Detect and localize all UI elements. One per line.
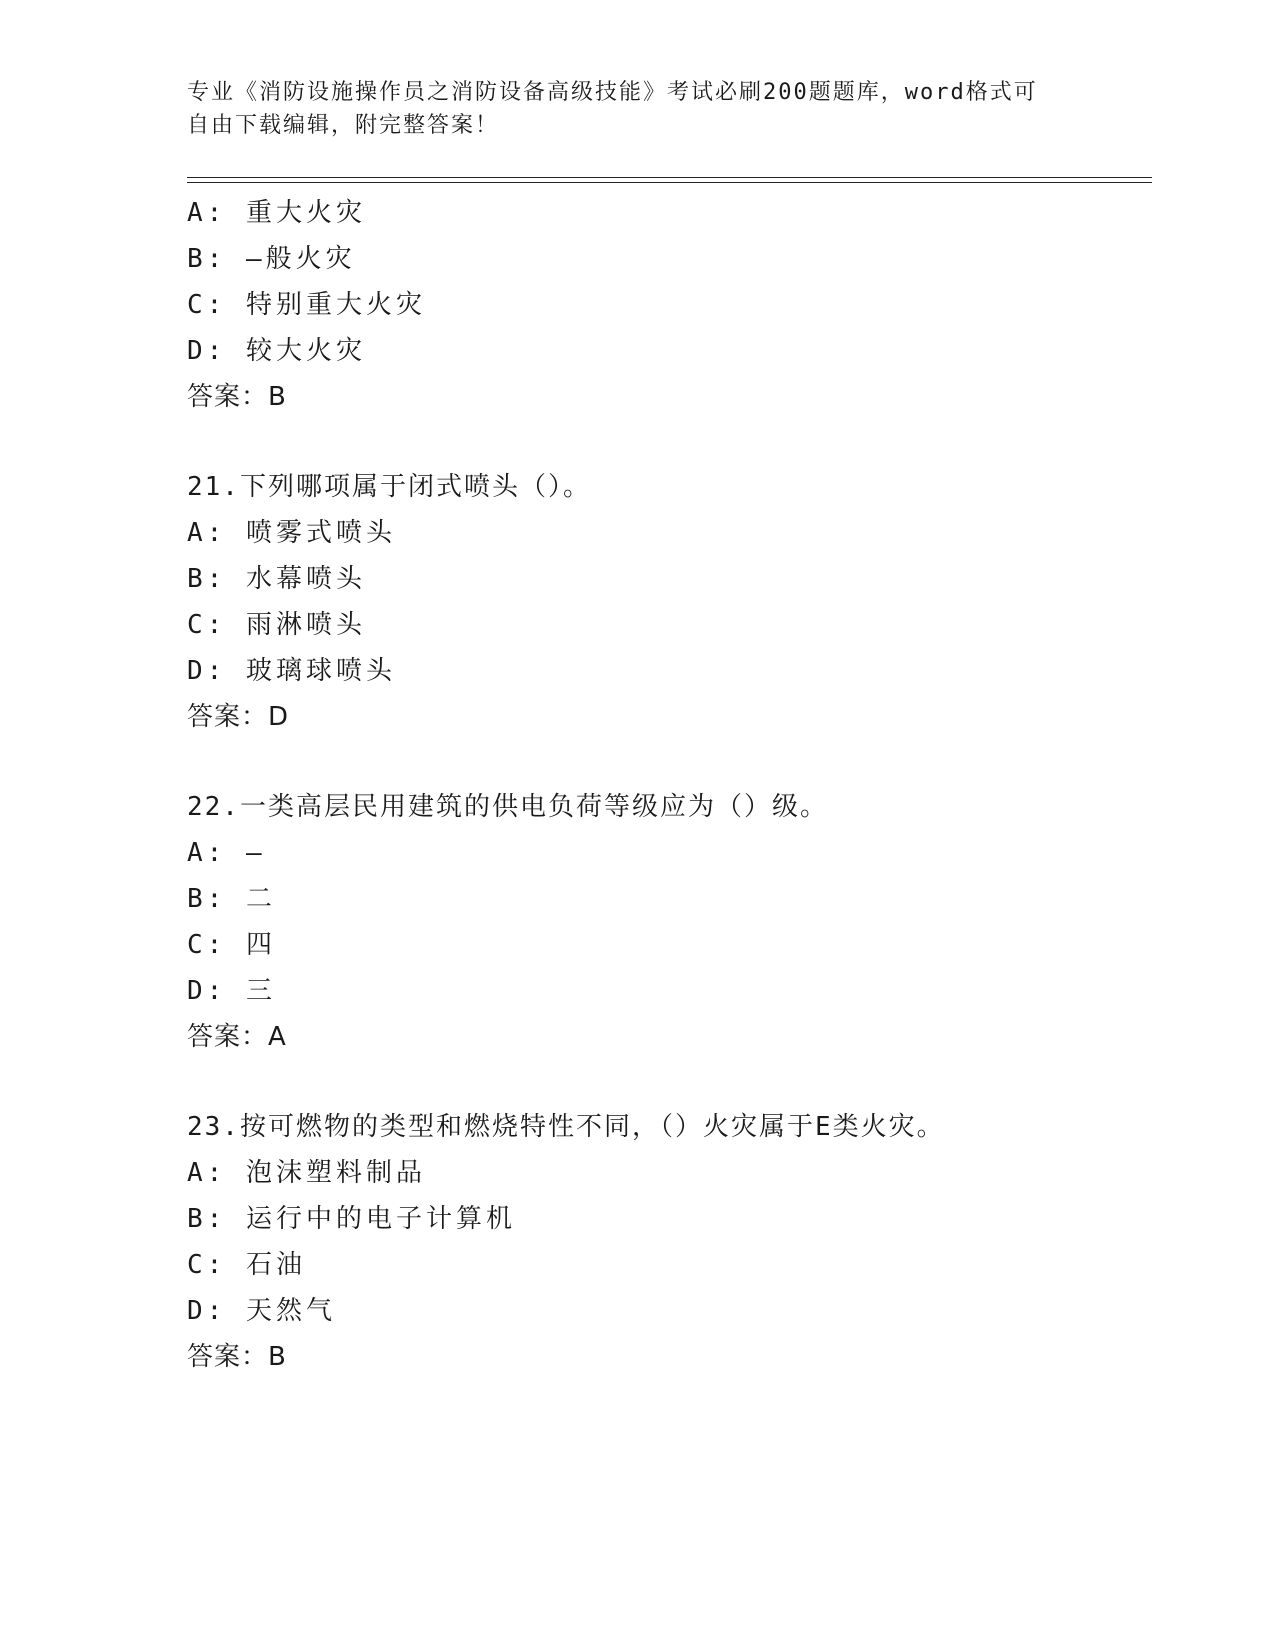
header-line-1: 专业《消防设施操作员之消防设备高级技能》考试必刷200题题库，word格式可 xyxy=(187,80,1038,105)
header-rule-bottom xyxy=(187,182,1152,183)
question-stem: 21.下列哪项属于闭式喷头（）。 xyxy=(187,472,591,502)
question-stem: 23.按可燃物的类型和燃烧特性不同，（）火灾属于E类火灾。 xyxy=(187,1112,945,1142)
option-a: A: — xyxy=(187,838,266,868)
question-22 xyxy=(187,784,1147,1060)
option-b: B: 二 xyxy=(187,884,276,914)
option-d: D: 较大火灾 xyxy=(187,336,366,366)
option-a: A: 重大火灾 xyxy=(187,198,366,228)
option-c: C: 雨淋喷头 xyxy=(187,610,366,640)
answer-line: 答案：B xyxy=(187,1342,287,1372)
answer-line: 答案：A xyxy=(187,1022,287,1052)
header-rule-top xyxy=(187,177,1152,178)
option-a: A: 泡沫塑料制品 xyxy=(187,1158,426,1188)
option-c: C: 四 xyxy=(187,930,276,960)
document-header xyxy=(187,76,1087,142)
option-b: B: 水幕喷头 xyxy=(187,564,366,594)
header-line-2: 自由下载编辑，附完整答案！ xyxy=(187,113,500,138)
option-d: D: 玻璃球喷头 xyxy=(187,656,396,686)
option-c: C: 特别重大火灾 xyxy=(187,290,426,320)
question-stem: 22.一类高层民用建筑的供电负荷等级应为（）级。 xyxy=(187,792,828,822)
question-21 xyxy=(187,464,1147,740)
option-b: B: 运行中的电子计算机 xyxy=(187,1204,516,1234)
option-b: B: —般火灾 xyxy=(187,244,356,274)
option-a: A: 喷雾式喷头 xyxy=(187,518,396,548)
question-partial xyxy=(187,190,1147,420)
option-d: D: 三 xyxy=(187,976,276,1006)
answer-line: 答案：B xyxy=(187,382,287,412)
question-list xyxy=(187,190,1147,1380)
option-c: C: 石油 xyxy=(187,1250,306,1280)
question-23 xyxy=(187,1104,1147,1380)
option-d: D: 天然气 xyxy=(187,1296,336,1326)
answer-line: 答案：D xyxy=(187,702,290,732)
